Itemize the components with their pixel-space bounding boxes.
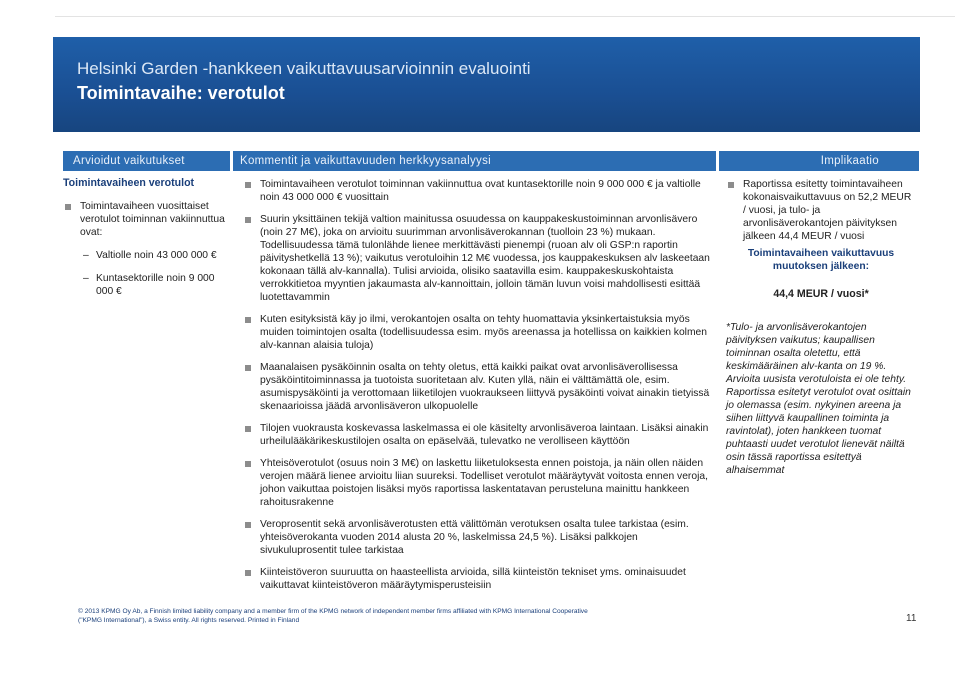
footer-line: ("KPMG International"), a Swiss entity. All rights reserved. Printed in Finland bbox=[78, 617, 300, 624]
comment-item: Kuten esityksistä käy jo ilmi, verokantojen osalta on tehty huomattavia yksinkertaistuksia myös muiden toimintojen osalta (todellisuudessa esim. myös areenassa ja hotellissa on kaikkien kolmen alv-kannan alaisia tuloja) bbox=[243, 313, 713, 352]
comment-item: Kiinteistöveron suuruutta on haasteellista arvioida, sillä kiinteistön tekniset yms. ominaisuudet vaikuttavat kiinteistöveron määräytymisperusteisiin bbox=[243, 566, 713, 592]
impacts-title: Toimintavaiheen verotulot bbox=[63, 177, 195, 189]
implication-subtitle: Toimintavaiheen vaikuttavuus muutoksen jälkeen: bbox=[747, 248, 895, 272]
implication-column bbox=[726, 178, 916, 477]
implication-value: 44,4 MEUR / vuosi* bbox=[773, 288, 869, 300]
implication-note: *Tulo- ja arvonlisäverokantojen päivityksen vaikutus; kaupallisen toiminnan osalta oletettu, että keskimääräinen alv-kanta on 19 %. Arvioita uusista verotuloista ei ole tehty. Raportissa esitetyt verotulot ovat osittain jo olemassa (esim. nykyinen areena ja siihen liittyvä kaupallinen toiminta ja ravintolat), joten hankkeen tuomat puhtaasti uudet verotulot lienevät näiltä osin tässä raportissa esitettyä alhaisemmat bbox=[726, 322, 911, 476]
title-banner bbox=[53, 37, 920, 132]
column-header-comments: Kommentit ja vaikuttavuuden herkkyysanalyysi bbox=[233, 151, 716, 171]
column-header-implication: Implikaatio bbox=[719, 151, 919, 171]
top-rule bbox=[55, 16, 955, 17]
comment-item: Yhteisöverotulot (osuus noin 3 M€) on laskettu liiketuloksesta ennen poistoja, ja näin ollen näiden verojen määrä lienee arvioitu liian suureksi. Todelliset verotulot määräytyvät voitosta ennen veroja, johon vaikuttaa poistojen lisäksi myös raportissa laskentatavan perusteluna mainittu hankkeen rahoitusrakenne bbox=[243, 457, 713, 509]
column-header-impacts: Arvioidut vaikutukset bbox=[63, 151, 230, 171]
comments-column bbox=[243, 178, 713, 601]
comment-item: Tilojen vuokrausta koskevassa laskelmassa ei ole käsitelty arvonlisäveroa laintaan. Lisäksi ainakin urheilulääkärikeskustilojen osalta on epäselvää, tulevatko ne verolliseen käyttöön bbox=[243, 422, 713, 448]
page-number: 11 bbox=[906, 613, 917, 624]
comment-item: Maanalaisen pysäköinnin osalta on tehty oletus, että kaikki paikat ovat arvonlisäverollisessa pysäköintitoiminnassa ja tuotoista suoritetaan alv. Kuten yllä, näin ei välttämättä ole, esim. asumispysäköinti ja verottomaan liiketilojen vuokraukseen liittyvä pysäköinti voivat ainakin tietyissä skenaarioissa jäädä arvonlisäveron ulkopuolelle bbox=[243, 361, 713, 413]
impacts-bullet: Toimintavaiheen vuosittaiset verotulot toiminnan vakiinnuttua ovat: bbox=[63, 200, 228, 239]
slide-subtitle: Toimintavaihe: verotulot bbox=[77, 83, 285, 103]
impacts-column bbox=[63, 177, 228, 298]
impacts-municipal: – Kuntasektorille noin 9 000 000 € bbox=[63, 272, 228, 298]
comment-item: Veroprosentit sekä arvonlisäverotusten että välittömän verotuksen osalta tulee tarkistaa (esim. yhteisöverokanta vuoden 2014 alusta 20 %, laskelmissa 24,5 %). Lisäksi palkkojen sivukuluprosentit tulee tarkistaa bbox=[243, 518, 713, 557]
footer-copyright bbox=[78, 607, 638, 625]
comment-item: Suurin yksittäinen tekijä valtion mainitussa osuudessa on kauppakeskustoiminnan arvonlisävero (noin 27 M€), joka on arvioitu suurimman arvonlisäverokannan (tuolloin 23 %) mukaan. Todellisuudessa tämä tulonlähde lienee merkittävästi pienempi (ruoan alv oli GSP:n raportin päivityshetkellä 13 %); vaikutus verotuloihin 12 M€ vuodessa, jos kauppakeskuksen alv laskeetaan kokonaan tällä alv-kannalla). Tulisi arvioida, olisiko saatavilla esim. kauppakeskuskohtaista verrokkitietoa myyntien jakaumasta alv-kannoittain, jolloin tämän luvun voisi mahdollisesti esittää luotettavammin bbox=[243, 213, 713, 304]
footer-line: © 2013 KPMG Oy Ab, a Finnish limited liability company and a member firm of the KPMG network of independent member firms affiliated with KPMG International Cooperative bbox=[78, 608, 588, 615]
impacts-state: – Valtiolle noin 43 000 000 € bbox=[63, 249, 228, 262]
comment-item: Toimintavaiheen verotulot toiminnan vakiinnuttua ovat kuntasektorille noin 9 000 000 € ja valtiolle noin 43 000 000 € vuosittain bbox=[243, 178, 713, 204]
implication-bullet: Raportissa esitetty toimintavaiheen kokonaisvaikuttavuus on 52,2 MEUR / vuosi, ja tulo- ja arvonlisäverokantojen päivityksen jälkeen 44,4 MEUR / vuosi bbox=[726, 178, 916, 243]
slide-title: Helsinki Garden -hankkeen vaikuttavuusarvioinnin evaluointi bbox=[77, 59, 531, 78]
